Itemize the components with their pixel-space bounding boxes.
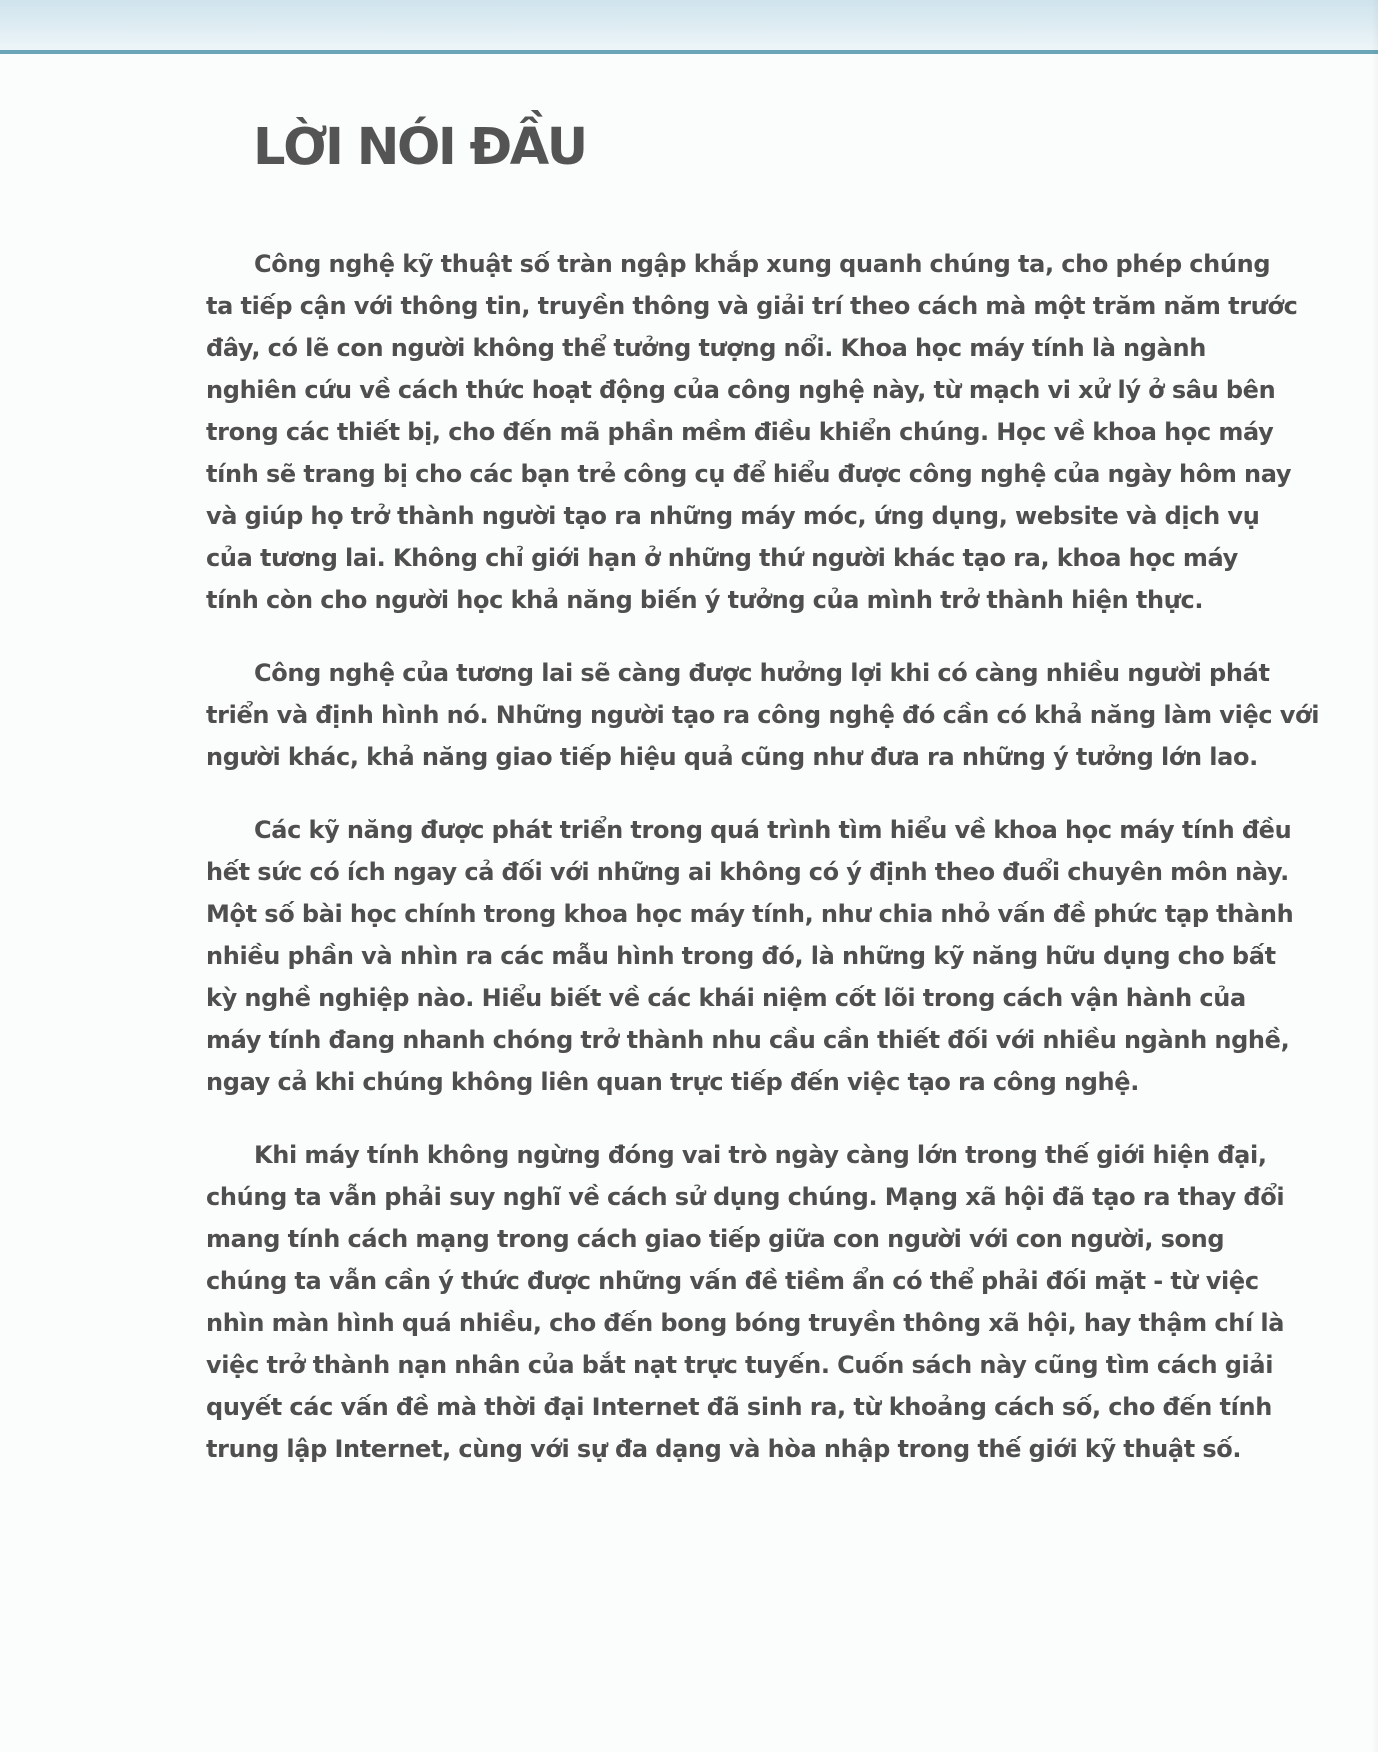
body-text	[206, 243, 1318, 1501]
paragraph-3	[206, 809, 1318, 1103]
text-line: Công nghệ của tương lai sẽ càng được hưởng lợi khi có càng nhiều người phát	[254, 659, 1270, 687]
text-line: tính còn cho người học khả năng biến ý tưởng của mình trở thành hiện thực.	[206, 586, 1204, 614]
text-line: của tương lai. Không chỉ giới hạn ở những thứ người khác tạo ra, khoa học máy	[206, 544, 1238, 572]
paragraph-2	[206, 652, 1318, 778]
text-line: máy tính đang nhanh chóng trở thành nhu cầu cần thiết đối với nhiều ngành nghề,	[206, 1026, 1290, 1054]
text-line: mang tính cách mạng trong cách giao tiếp giữa con người với con người, song	[206, 1225, 1225, 1253]
text-line: Một số bài học chính trong khoa học máy tính, như chia nhỏ vấn đề phức tạp thành	[206, 900, 1294, 928]
text-line: nhiều phần và nhìn ra các mẫu hình trong đó, là những kỹ năng hữu dụng cho bất	[206, 942, 1276, 970]
paragraph-4	[206, 1134, 1318, 1470]
header-band	[0, 0, 1378, 50]
text-line: Các kỹ năng được phát triển trong quá trình tìm hiểu về khoa học máy tính đều	[254, 816, 1292, 844]
text-line: trung lập Internet, cùng với sự đa dạng và hòa nhập trong thế giới kỹ thuật số.	[206, 1435, 1242, 1463]
text-line: đây, có lẽ con người không thể tưởng tượng nổi. Khoa học máy tính là ngành	[206, 334, 1206, 362]
text-line: người khác, khả năng giao tiếp hiệu quả cũng như đưa ra những ý tưởng lớn lao.	[206, 743, 1258, 771]
header-rule	[0, 50, 1378, 54]
text-line: và giúp họ trở thành người tạo ra những máy móc, ứng dụng, website và dịch vụ	[206, 502, 1260, 530]
text-line: việc trở thành nạn nhân của bắt nạt trực tuyến. Cuốn sách này cũng tìm cách giải	[206, 1351, 1274, 1379]
text-line: nhìn màn hình quá nhiều, cho đến bong bóng truyền thông xã hội, hay thậm chí là	[206, 1309, 1285, 1337]
page-title: LỜI NÓI ĐẦU	[253, 118, 586, 177]
text-line: chúng ta vẫn cần ý thức được những vấn đề tiềm ẩn có thể phải đối mặt - từ việc	[206, 1267, 1259, 1295]
text-line: quyết các vấn đề mà thời đại Internet đã sinh ra, từ khoảng cách số, cho đến tính	[206, 1393, 1273, 1421]
text-line: Công nghệ kỹ thuật số tràn ngập khắp xung quanh chúng ta, cho phép chúng	[254, 250, 1271, 278]
text-line: trong các thiết bị, cho đến mã phần mềm điều khiển chúng. Học về khoa học máy	[206, 418, 1274, 446]
text-line: ngay cả khi chúng không liên quan trực tiếp đến việc tạo ra công nghệ.	[206, 1068, 1139, 1096]
text-line: Khi máy tính không ngừng đóng vai trò ngày càng lớn trong thế giới hiện đại,	[254, 1141, 1267, 1169]
text-line: tính sẽ trang bị cho các bạn trẻ công cụ để hiểu được công nghệ của ngày hôm nay	[206, 460, 1292, 488]
text-line: ta tiếp cận với thông tin, truyền thông và giải trí theo cách mà một trăm năm trước	[206, 292, 1298, 320]
text-line: kỳ nghề nghiệp nào. Hiểu biết về các khái niệm cốt lõi trong cách vận hành của	[206, 984, 1246, 1012]
text-line: chúng ta vẫn phải suy nghĩ về cách sử dụng chúng. Mạng xã hội đã tạo ra thay đổi	[206, 1183, 1285, 1211]
text-line: triển và định hình nó. Những người tạo ra công nghệ đó cần có khả năng làm việc với	[206, 701, 1320, 729]
paragraph-1	[206, 243, 1318, 621]
text-line: hết sức có ích ngay cả đối với những ai không có ý định theo đuổi chuyên môn này.	[206, 858, 1289, 886]
text-line: nghiên cứu về cách thức hoạt động của công nghệ này, từ mạch vi xử lý ở sâu bên	[206, 376, 1276, 404]
page-edge	[1372, 0, 1378, 1752]
